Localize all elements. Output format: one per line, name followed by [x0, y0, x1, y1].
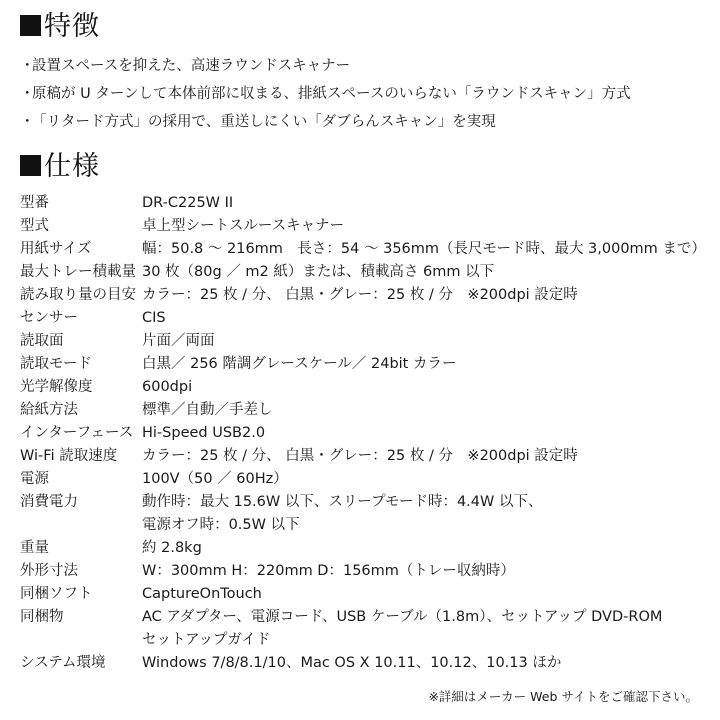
spec-value-line: DR-C225W II: [142, 195, 234, 211]
spec-value-line: 100V（50 ／ 60Hz）: [142, 471, 288, 487]
spec-row: [20, 445, 706, 468]
spec-value: [142, 422, 265, 445]
spec-label: 読取面: [20, 333, 64, 349]
spec-label: 重量: [20, 540, 49, 556]
spec-row: [20, 192, 706, 215]
feature-item: [20, 80, 631, 108]
spec-label: センサー: [20, 310, 78, 326]
spec-row: [20, 376, 706, 399]
spec-value-line: 約 2.8kg: [142, 540, 202, 556]
spec-label: 読取モード: [20, 356, 92, 372]
square-bullet-icon: [20, 155, 41, 176]
spec-row: [20, 353, 706, 376]
bullet-dot: ・: [20, 114, 35, 130]
spec-value: [142, 468, 288, 491]
feature-list: [20, 52, 631, 136]
spec-row: [20, 652, 706, 675]
spec-row: [20, 284, 706, 307]
spec-value-line: 動作時：最大 15.6W 以下、スリープモード時：4.4W 以下、: [142, 494, 543, 510]
spec-value: [142, 261, 494, 284]
spec-value: [142, 353, 456, 376]
bullet-dot: ・: [20, 58, 35, 74]
spec-value: [142, 537, 202, 560]
spec-value-line: 卓上型シートスルースキャナー: [142, 218, 345, 234]
spec-value: [142, 491, 542, 537]
spec-label: 外形寸法: [20, 563, 78, 579]
spec-value: [142, 307, 166, 330]
spec-value-line: Hi-Speed USB2.0: [142, 425, 266, 441]
spec-row: [20, 422, 706, 445]
spec-value: [142, 445, 578, 468]
spec-row: [20, 307, 706, 330]
spec-label: 光学解像度: [20, 379, 93, 395]
spec-value: [142, 284, 578, 307]
spec-value: [142, 560, 515, 583]
specs-heading-text: 仕様: [44, 151, 100, 182]
feature-item-text: 原稿が U ターンして本体前部に収まる、排紙スペースのいらない「ラウンドスキャン」方式: [32, 86, 631, 102]
features-heading-text: 特徴: [44, 11, 100, 42]
spec-row: [20, 491, 706, 537]
spec-label: 給紙方法: [20, 402, 78, 418]
spec-label: インターフェース: [20, 425, 134, 441]
specs-heading: [20, 150, 100, 184]
spec-value-line: 電源オフ時：0.5W 以下: [142, 517, 300, 533]
spec-label: 同梱ソフト: [20, 586, 93, 602]
spec-row: [20, 560, 706, 583]
spec-label: 用紙サイズ: [20, 241, 92, 257]
spec-label: 最大トレー積載量: [20, 264, 136, 280]
spec-row: [20, 583, 706, 606]
spec-value-line: 標準／自動／手差し: [142, 402, 273, 418]
spec-value-line: 幅：50.8 〜 216mm 長さ：54 〜 356mm（長尺モード時、最大 3,000mm まで）: [142, 241, 706, 257]
spec-label: Wi-Fi 読取速度: [20, 448, 118, 464]
spec-row: [20, 261, 706, 284]
spec-value-line: セットアップガイド: [142, 632, 271, 648]
spec-value: [142, 238, 706, 261]
spec-value-line: 600dpi: [142, 379, 193, 395]
spec-value: [142, 376, 192, 399]
spec-value-line: Windows 7/8/8.1/10、Mac OS X 10.11、10.12、10.13 ほか: [142, 655, 562, 671]
spec-row: [20, 606, 706, 652]
feature-item: [20, 52, 631, 80]
spec-value: [142, 399, 273, 422]
spec-value: [142, 606, 662, 652]
feature-item-text: 「リタード方式」の採用で、重送しにくい「ダブらんスキャン」を実現: [32, 114, 496, 130]
spec-value: [142, 330, 215, 353]
spec-label: 消費電力: [20, 494, 78, 510]
spec-row: [20, 215, 706, 238]
bullet-dot: ・: [20, 86, 35, 102]
spec-row: [20, 238, 706, 261]
square-bullet-icon: [20, 15, 41, 36]
spec-table: [20, 192, 706, 675]
spec-label: システム環境: [20, 655, 106, 671]
spec-value-line: 片面／両面: [142, 333, 215, 349]
spec-value-line: 30 枚（80g ／ m2 紙）または、積載高さ 6mm 以下: [142, 264, 495, 280]
spec-value: [142, 583, 262, 606]
spec-label: 電源: [20, 471, 49, 487]
feature-item: [20, 108, 631, 136]
spec-value-line: 白黒／ 256 階調グレースケール／ 24bit カラー: [142, 356, 457, 372]
spec-value: [142, 192, 233, 215]
spec-label: 同梱物: [20, 609, 64, 625]
spec-value-line: カラー：25 枚 / 分、 白黒・グレー：25 枚 / 分 ※200dpi 設定時: [142, 448, 578, 464]
spec-row: [20, 537, 706, 560]
spec-value-line: CIS: [142, 310, 166, 326]
feature-item-text: 設置スペースを抑えた、高速ラウンドスキャナー: [32, 58, 351, 74]
spec-value-line: W：300mm H：220mm D：156mm（トレー収納時）: [142, 563, 515, 579]
spec-value-line: カラー：25 枚 / 分、 白黒・グレー：25 枚 / 分 ※200dpi 設定時: [142, 287, 578, 303]
spec-label: 型式: [20, 218, 49, 234]
footnote: ※詳細はメーカー Web サイトをご確認下さい。: [428, 689, 698, 704]
spec-value-line: CaptureOnTouch: [142, 586, 262, 602]
spec-value: [142, 652, 561, 675]
spec-value: [142, 215, 344, 238]
features-heading: [20, 10, 100, 44]
spec-row: [20, 330, 706, 353]
spec-row: [20, 468, 706, 491]
spec-row: [20, 399, 706, 422]
spec-label: 読み取り量の目安: [20, 287, 136, 303]
spec-value-line: AC アダプター、電源コード、USB ケーブル（1.8m）、セットアップ DVD-ROM: [142, 609, 663, 625]
spec-label: 型番: [20, 195, 49, 211]
